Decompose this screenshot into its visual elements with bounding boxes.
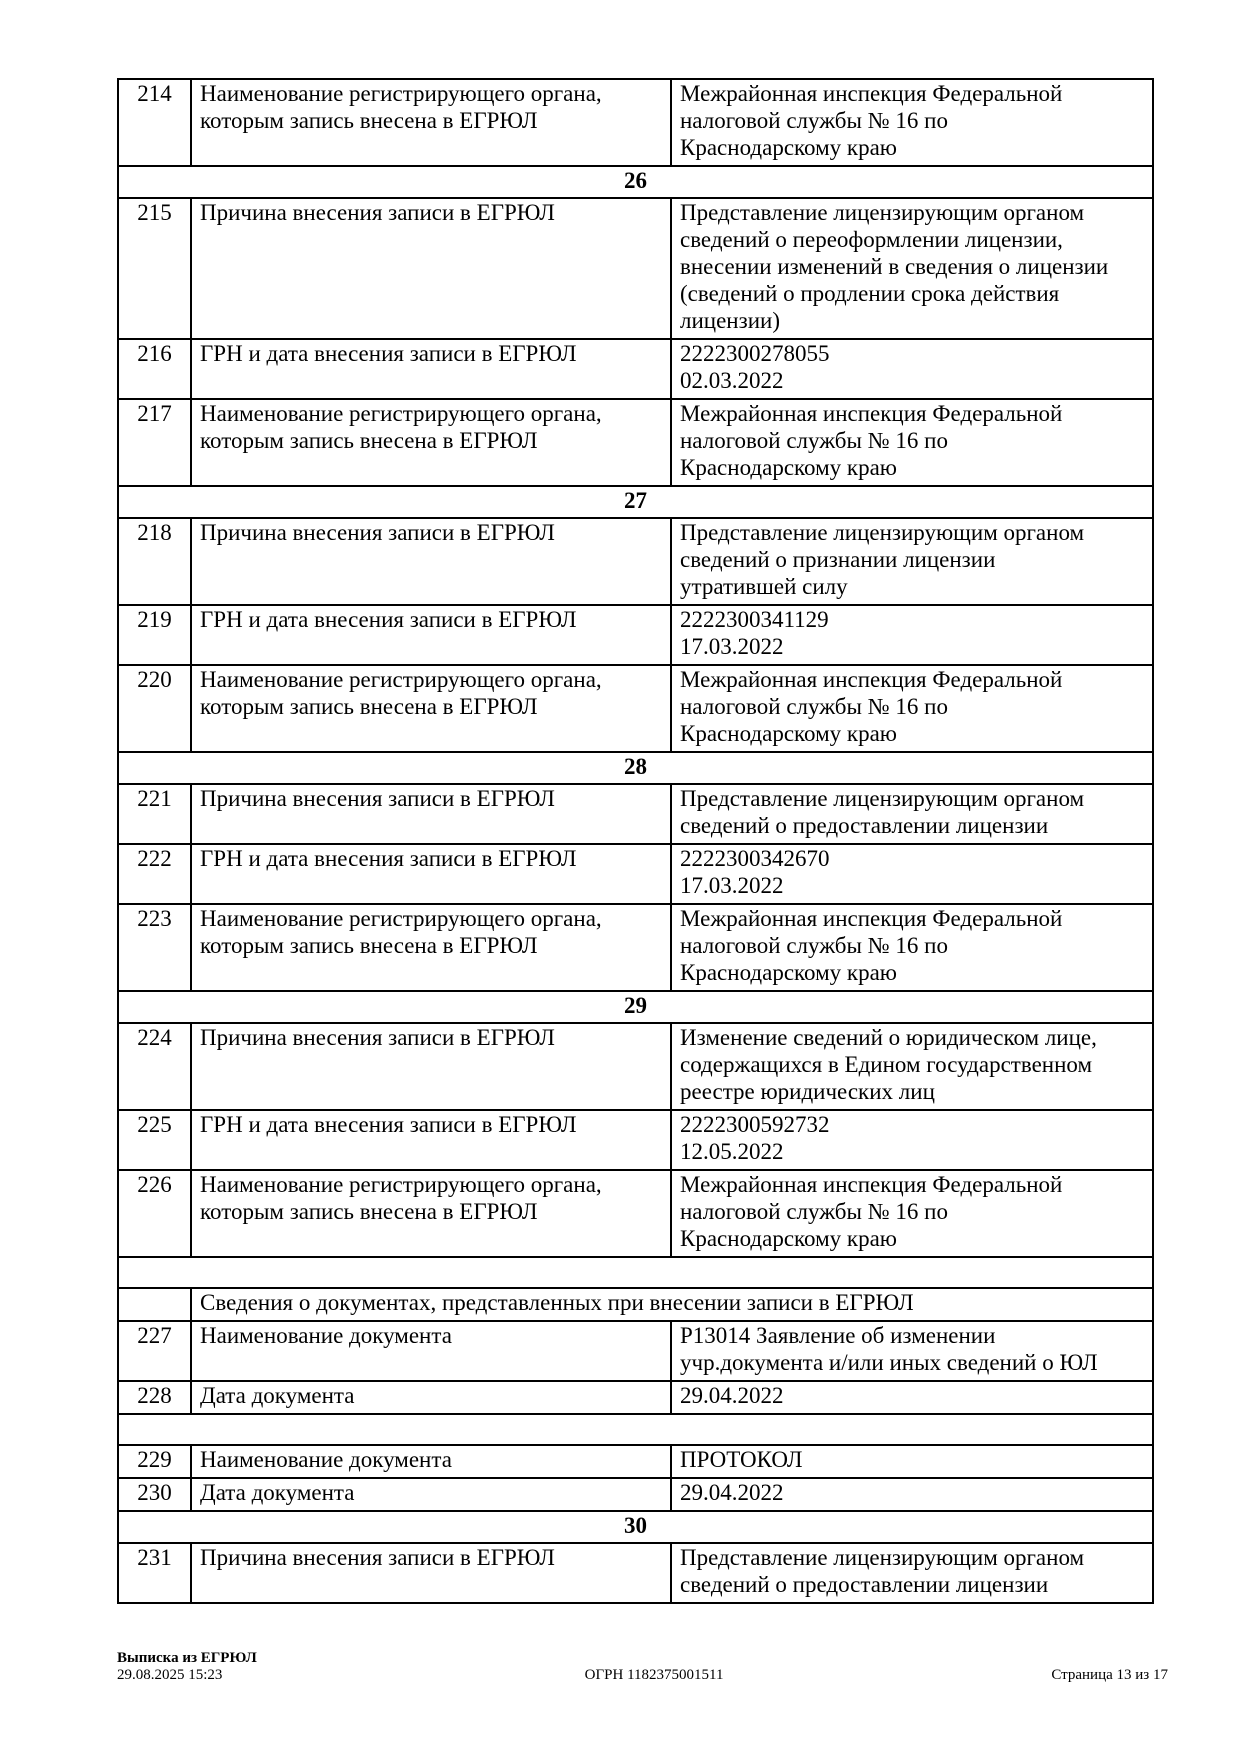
- spacer-row: [118, 1257, 1153, 1288]
- table-row: [118, 605, 1153, 665]
- egrul-records-table: [117, 78, 1154, 1604]
- row-value: 2222300278055 02.03.2022: [671, 339, 1153, 399]
- subheader-text: Сведения о документах, представленных при внесении записи в ЕГРЮЛ: [191, 1288, 1153, 1321]
- row-number: 223: [118, 904, 191, 991]
- row-value: Межрайонная инспекция Федеральной налоговой службы № 16 по Краснодарскому краю: [671, 904, 1153, 991]
- row-number: 231: [118, 1543, 191, 1603]
- row-number: 220: [118, 665, 191, 752]
- row-number: 216: [118, 339, 191, 399]
- row-number: 214: [118, 79, 191, 166]
- row-number: 215: [118, 198, 191, 339]
- row-label: Наименование регистрирующего органа, которым запись внесена в ЕГРЮЛ: [191, 904, 671, 991]
- row-label: Дата документа: [191, 1478, 671, 1511]
- section-row: [118, 166, 1153, 198]
- table-row: [118, 1110, 1153, 1170]
- row-number-empty: [118, 1288, 191, 1321]
- row-number: 218: [118, 518, 191, 605]
- spacer-cell: [118, 1257, 1153, 1288]
- row-number: 230: [118, 1478, 191, 1511]
- row-number: 217: [118, 399, 191, 486]
- table-row: [118, 665, 1153, 752]
- row-value: 29.04.2022: [671, 1381, 1153, 1414]
- row-label: ГРН и дата внесения записи в ЕГРЮЛ: [191, 844, 671, 904]
- table-row: [118, 79, 1153, 166]
- table-row: [118, 1478, 1153, 1511]
- row-label: Наименование документа: [191, 1445, 671, 1478]
- table-row: [118, 1445, 1153, 1478]
- row-value: Межрайонная инспекция Федеральной налоговой службы № 16 по Краснодарскому краю: [671, 665, 1153, 752]
- row-value: Межрайонная инспекция Федеральной налоговой службы № 16 по Краснодарскому краю: [671, 1170, 1153, 1257]
- spacer-row: [118, 1414, 1153, 1445]
- spacer-cell: [118, 1414, 1153, 1445]
- row-label: Дата документа: [191, 1381, 671, 1414]
- footer-page-number: Страница 13 из 17: [1051, 1667, 1168, 1683]
- table-row: [118, 198, 1153, 339]
- row-label: Причина внесения записи в ЕГРЮЛ: [191, 518, 671, 605]
- row-label: ГРН и дата внесения записи в ЕГРЮЛ: [191, 605, 671, 665]
- row-value: 2222300341129 17.03.2022: [671, 605, 1153, 665]
- row-label: ГРН и дата внесения записи в ЕГРЮЛ: [191, 339, 671, 399]
- table-row: [118, 1381, 1153, 1414]
- row-number: 228: [118, 1381, 191, 1414]
- row-number: 225: [118, 1110, 191, 1170]
- row-value: Представление лицензирующим органом сведений о признании лицензии утратившей силу: [671, 518, 1153, 605]
- row-value: 2222300592732 12.05.2022: [671, 1110, 1153, 1170]
- table-row: [118, 518, 1153, 605]
- row-value: Представление лицензирующим органом сведений о предоставлении лицензии: [671, 1543, 1153, 1603]
- row-number: 222: [118, 844, 191, 904]
- section-number: 27: [118, 486, 1153, 518]
- table-row: [118, 844, 1153, 904]
- table-row: [118, 339, 1153, 399]
- section-number: 30: [118, 1511, 1153, 1543]
- row-number: 227: [118, 1321, 191, 1381]
- row-value: Р13014 Заявление об изменении учр.документа и/или иных сведений о ЮЛ: [671, 1321, 1153, 1381]
- subheader-row: [118, 1288, 1153, 1321]
- row-number: 226: [118, 1170, 191, 1257]
- row-label: Наименование регистрирующего органа, которым запись внесена в ЕГРЮЛ: [191, 399, 671, 486]
- row-label: Наименование документа: [191, 1321, 671, 1381]
- section-number: 28: [118, 752, 1153, 784]
- row-label: Причина внесения записи в ЕГРЮЛ: [191, 198, 671, 339]
- table-row: [118, 1023, 1153, 1110]
- row-value: Представление лицензирующим органом сведений о переоформлении лицензии, внесении изменений в сведения о лицензии (сведений о продлении срока действия лицензии): [671, 198, 1153, 339]
- table-row: [118, 1543, 1153, 1603]
- table-row: [118, 904, 1153, 991]
- row-value: 2222300342670 17.03.2022: [671, 844, 1153, 904]
- row-value: Представление лицензирующим органом сведений о предоставлении лицензии: [671, 784, 1153, 844]
- row-number: 221: [118, 784, 191, 844]
- page-footer: [117, 1650, 1168, 1684]
- row-value: Изменение сведений о юридическом лице, содержащихся в Едином государственном реестре юридических лиц: [671, 1023, 1153, 1110]
- section-number: 29: [118, 991, 1153, 1023]
- row-label: Причина внесения записи в ЕГРЮЛ: [191, 1543, 671, 1603]
- table-row: [118, 1321, 1153, 1381]
- row-value: ПРОТОКОЛ: [671, 1445, 1153, 1478]
- row-value: Межрайонная инспекция Федеральной налоговой службы № 16 по Краснодарскому краю: [671, 399, 1153, 486]
- footer-left-block: [117, 1650, 257, 1684]
- row-label: Причина внесения записи в ЕГРЮЛ: [191, 1023, 671, 1110]
- section-number: 26: [118, 166, 1153, 198]
- section-row: [118, 752, 1153, 784]
- table-row: [118, 399, 1153, 486]
- egrul-table-body: [118, 79, 1153, 1603]
- section-row: [118, 486, 1153, 518]
- table-row: [118, 1170, 1153, 1257]
- row-label: Причина внесения записи в ЕГРЮЛ: [191, 784, 671, 844]
- row-number: 229: [118, 1445, 191, 1478]
- footer-datetime: 29.08.2025 15:23: [117, 1667, 223, 1683]
- row-label: Наименование регистрирующего органа, которым запись внесена в ЕГРЮЛ: [191, 79, 671, 166]
- row-label: Наименование регистрирующего органа, которым запись внесена в ЕГРЮЛ: [191, 665, 671, 752]
- section-row: [118, 1511, 1153, 1543]
- row-number: 219: [118, 605, 191, 665]
- footer-doc-type: Выписка из ЕГРЮЛ: [117, 1650, 257, 1666]
- row-number: 224: [118, 1023, 191, 1110]
- row-label: ГРН и дата внесения записи в ЕГРЮЛ: [191, 1110, 671, 1170]
- row-label: Наименование регистрирующего органа, которым запись внесена в ЕГРЮЛ: [191, 1170, 671, 1257]
- row-value: 29.04.2022: [671, 1478, 1153, 1511]
- row-value: Межрайонная инспекция Федеральной налоговой службы № 16 по Краснодарскому краю: [671, 79, 1153, 166]
- table-row: [118, 784, 1153, 844]
- footer-ogrn: ОГРН 1182375001511: [584, 1667, 724, 1683]
- section-row: [118, 991, 1153, 1023]
